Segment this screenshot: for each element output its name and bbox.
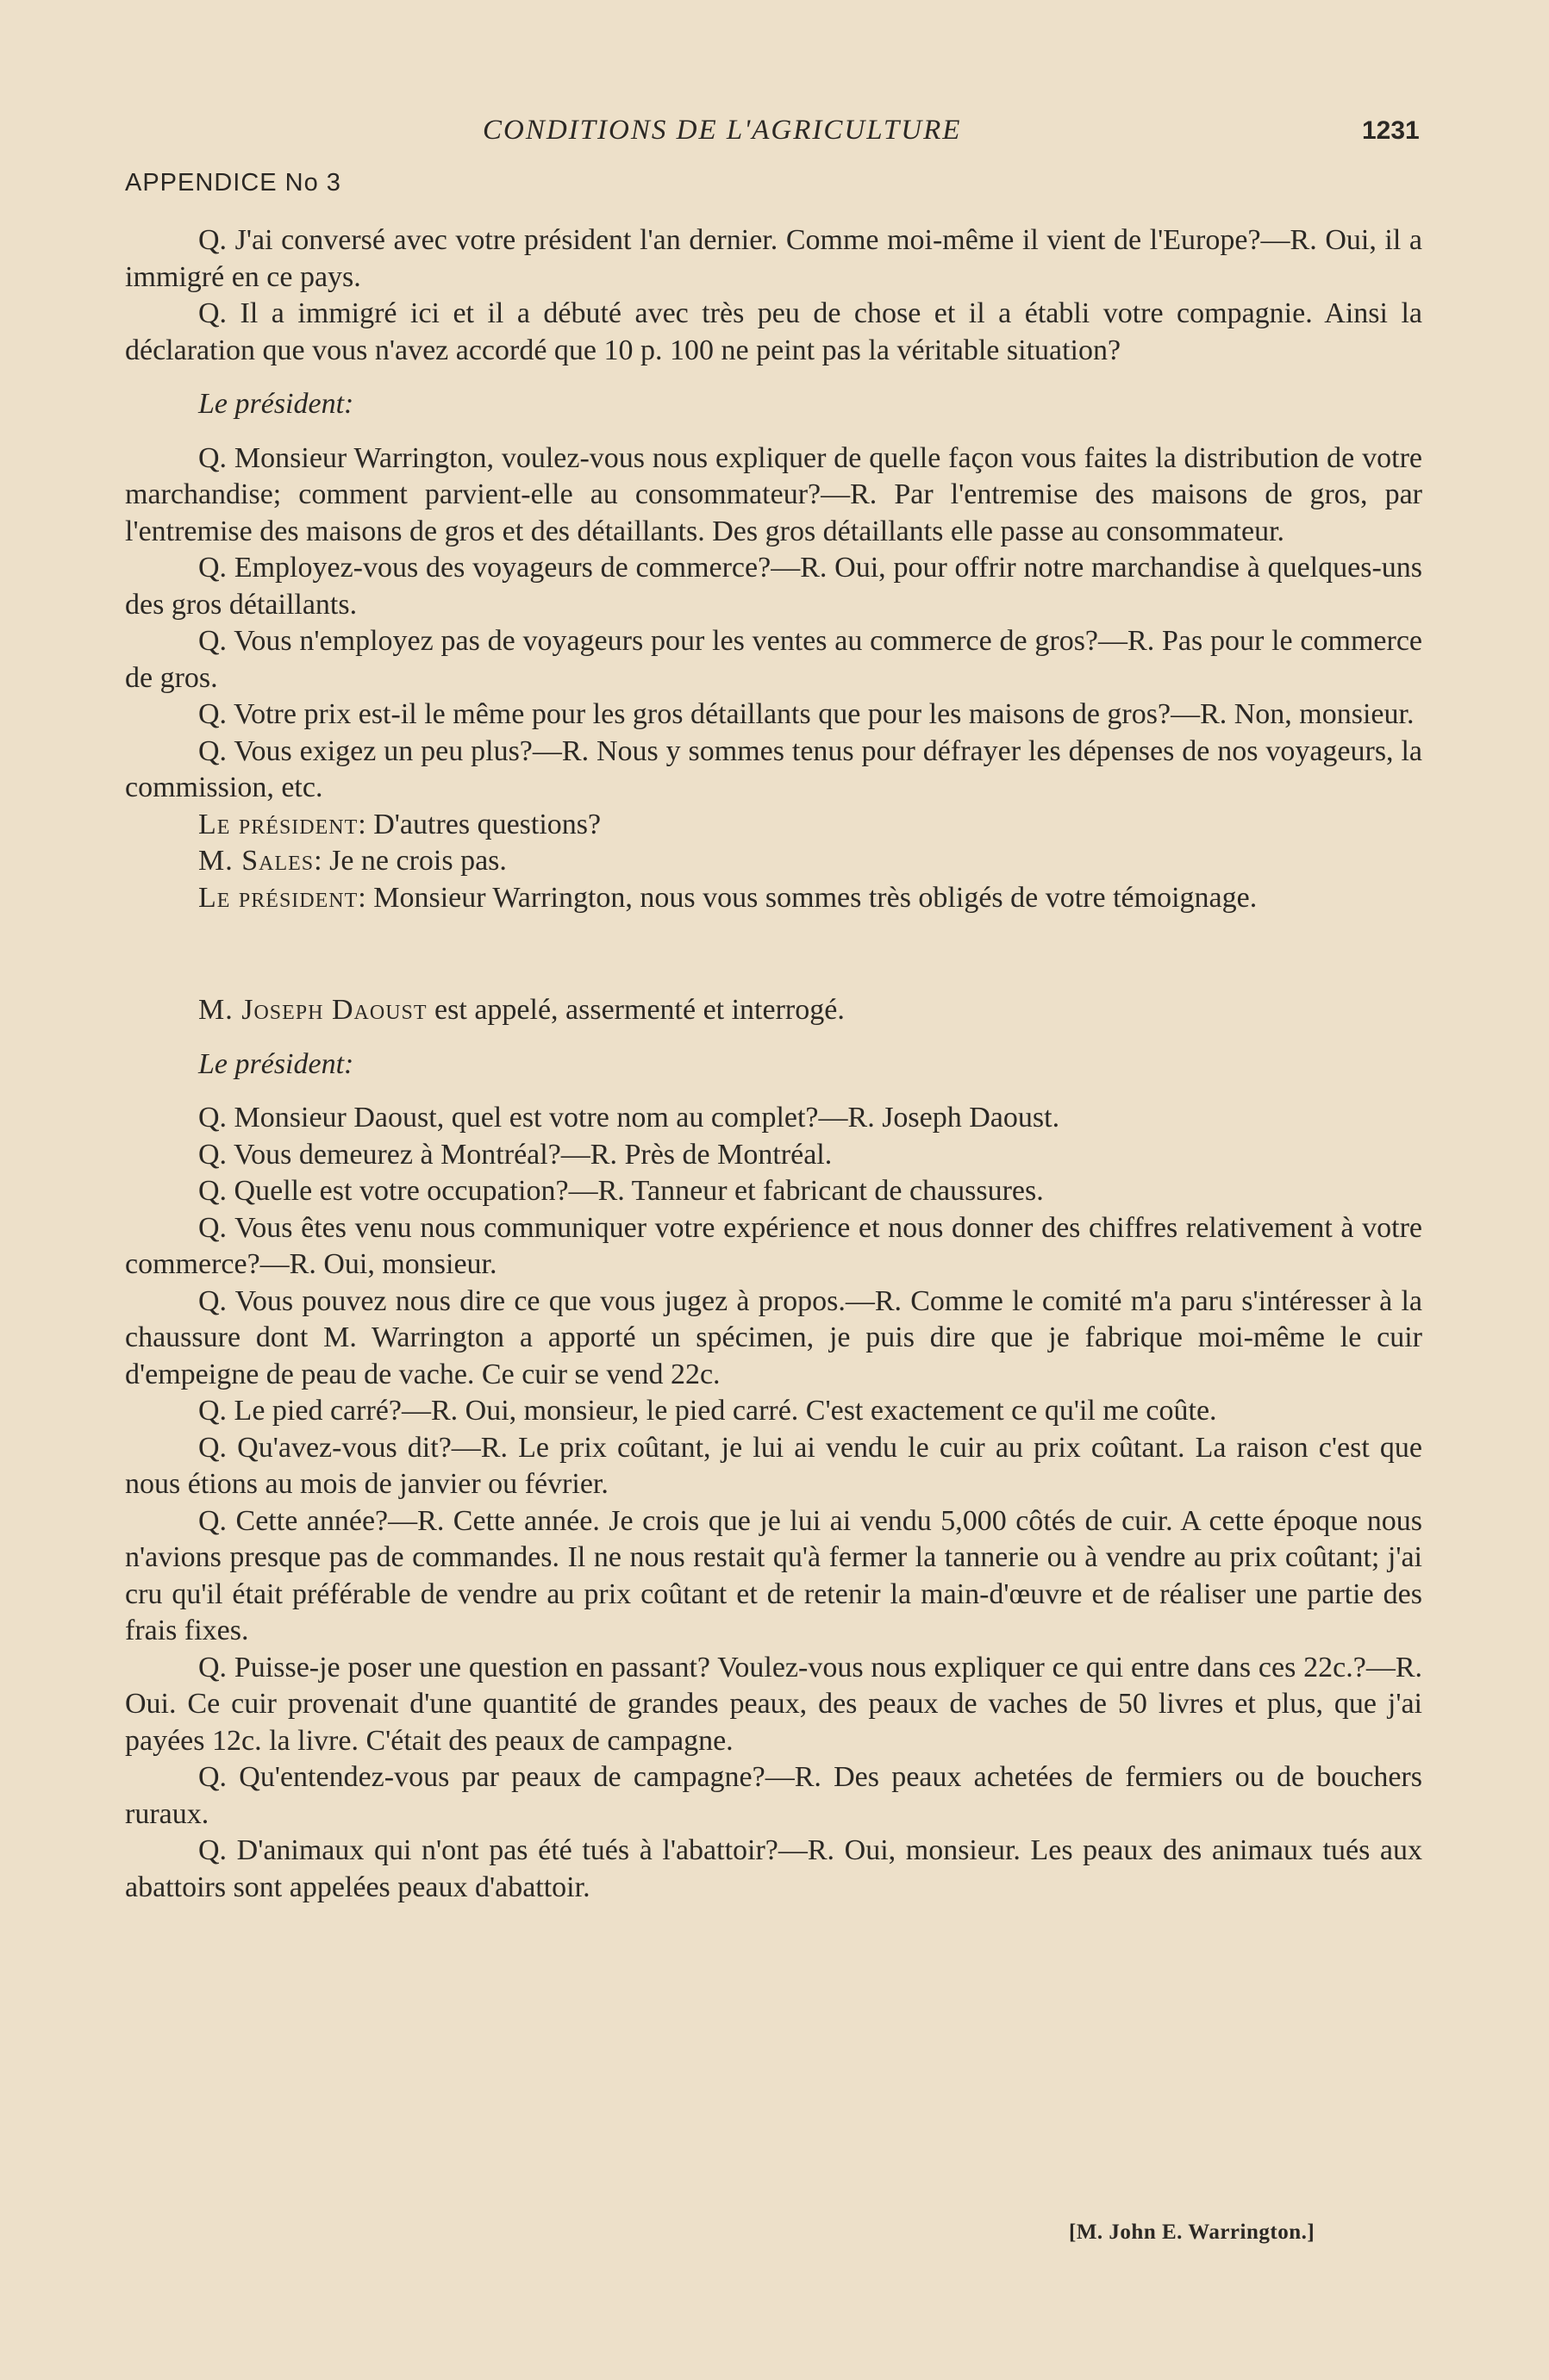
section-heading: Le président: [198,1047,354,1080]
paragraph: Q. Puisse-je poser une question en passant? Voulez-vous nous expliquer ce qui entre dans ces 22c.?—R. Oui. Ce cuir provenait d'une quantité de grandes peaux, des peaux de vaches de 50 livres et plus, que j'ai payées 12c. la livre. C'était des peaux de campagne. [125,1651,1422,1757]
exchange-text: : D'autres questions? [358,808,602,840]
exchange-text: : Monsieur Warrington, nous vous sommes très obligés de votre témoignage. [358,881,1258,914]
paragraph: Q. Cette année?—R. Cette année. Je crois que je lui ai vendu 5,000 côtés de cuir. A cette époque nous n'avions presque pas de commandes. Il ne nous restait qu'à fermer la tannerie ou à vendre au prix coûtant; j'ai cru qu'il était préférable de vendre au prix coûtant et de retenir la main-d'œuvre et de réaliser une partie des frais fixes. [125,1504,1422,1646]
speaker-name: Le président [198,881,359,914]
running-head: CONDITIONS DE L'AGRICULTURE [483,115,962,146]
witness-intro-text: est appelé, assermenté et interrogé. [427,994,845,1026]
paragraph: Q. Monsieur Warrington, voulez-vous nous expliquer de quelle façon vous faites la distribution de votre marchandise; comment parvient-elle au consommateur?—R. Par l'entremise des maisons de gros, par l'entremise des maisons de gros et des détaillants. Des gros détaillants elle passe au consommateur. [125,441,1422,547]
speaker-name: Le président [198,808,359,840]
witness-intro [125,992,1422,1029]
paragraph: Q. Vous demeurez à Montréal?—R. Près de Montréal. [198,1138,833,1171]
paragraph: Q. Il a immigré ici et il a débuté avec très peu de chose et il a établi votre compagnie. Ainsi la déclaration que vous n'avez accordé que 10 p. 100 ne peint pas la véritable situation? [125,297,1422,366]
exchange-line [125,807,1422,844]
paragraph: Q. D'animaux qui n'ont pas été tués à l'abattoir?—R. Oui, monsieur. Les peaux des animaux tués aux abattoirs sont appelées peaux d'abattoir. [125,1834,1422,1903]
paragraph: Q. Monsieur Daoust, quel est votre nom au complet?—R. Joseph Daoust. [198,1102,1060,1134]
paragraph: Q. Qu'avez-vous dit?—R. Le prix coûtant, je lui ai vendu le cuir au prix coûtant. La raison c'est que nous étions au mois de janvier ou février. [125,1431,1422,1500]
paragraph: Q. Qu'entendez-vous par peaux de campagne?—R. Des peaux achetées de fermiers ou de bouchers ruraux. [125,1761,1422,1830]
section-heading: Le président: [198,388,354,420]
paragraph: Q. Le pied carré?—R. Oui, monsieur, le pied carré. C'est exactement ce qu'il me coûte. [198,1395,1217,1427]
body-text [125,222,1422,1906]
page-number: 1231 [1362,116,1420,145]
paragraph: Q. Votre prix est-il le même pour les gros détaillants que pour les maisons de gros?—R. Non, monsieur. [198,698,1415,730]
witness-name: M. Joseph Daoust [198,994,428,1026]
paragraph: Q. Vous n'employez pas de voyageurs pour les ventes au commerce de gros?—R. Pas pour le commerce de gros. [125,625,1422,694]
paragraph: Q. Quelle est votre occupation?—R. Tanneur et fabricant de chaussures. [198,1175,1044,1207]
exchange-line [125,880,1422,917]
paragraph: Q. Vous êtes venu nous communiquer votre expérience et nous donner des chiffres relativement à votre commerce?—R. Oui, monsieur. [125,1211,1422,1280]
paragraph: Q. J'ai conversé avec votre président l'an dernier. Comme moi-même il vient de l'Europe?—R. Oui, il a immigré en ce pays. [125,224,1422,293]
paragraph: Q. Employez-vous des voyageurs de commerce?—R. Oui, pour offrir notre marchandise à quelques-uns des gros détaillants. [125,552,1422,621]
exchange-line [125,843,1422,880]
paragraph: Q. Vous pouvez nous dire ce que vous jugez à propos.—R. Comme le comité m'a paru s'intéresser à la chaussure dont M. Warrington a apporté un spécimen, je puis dire que je fabrique moi-même le cuir d'empeigne de peau de vache. Ce cuir se vend 22c. [125,1284,1422,1390]
exchange-text: : Je ne crois pas. [314,845,507,877]
appendix-label: APPENDICE No 3 [125,169,341,197]
footer-note: [M. John E. Warrington.] [1069,2221,1315,2244]
paragraph: Q. Vous exigez un peu plus?—R. Nous y sommes tenus pour défrayer les dépenses de nos voyageurs, la commission, etc. [125,734,1422,803]
speaker-name: M. Sales [198,845,315,877]
